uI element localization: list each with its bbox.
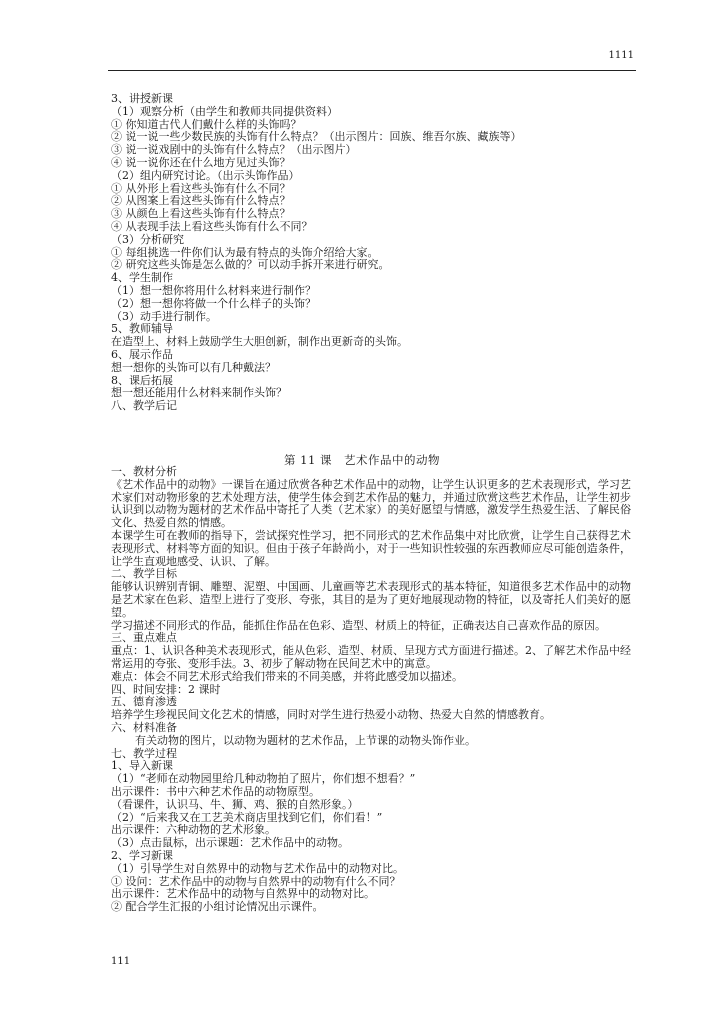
text-line: ③ 说一说戏剧中的头饰有什么特点？（出示图片） (111, 143, 357, 157)
text-line: （3）动手进行制作。 (111, 309, 217, 323)
lesson-plan-part2 (111, 466, 631, 914)
text-line: （1）引导学生对自然界中的动物与艺术作品中的动物对比。 (111, 861, 404, 875)
text-line: （看课件，认识马、牛、狮、鸡、猴的自然形象。） (111, 797, 359, 811)
text-line: （1）观察分析（由学生和教师共同提供资料） (111, 104, 338, 118)
text-line: 八、教学后记 (111, 399, 177, 413)
text-line: 8、课后拓展 (111, 373, 173, 387)
text-line: 6、展示作品 (111, 347, 173, 361)
section-heading: 七、教学过程 (111, 746, 177, 760)
text-line: 在造型上、材料上鼓励学生大胆创新，制作出更新奇的头饰。 (111, 335, 408, 349)
text-line: （2）想一想你将做一个什么样子的头饰？ (111, 296, 316, 310)
text-line: ② 从图案上看这些头饰有什么特点？ (111, 194, 291, 208)
text-line: ① 设问：艺术作品中的动物与自然界中的动物有什么不同？ (111, 874, 401, 888)
section-heading: 一、教材分析 (111, 465, 177, 478)
text-line: ① 每组挑选一件你们认为最有特点的头饰介绍给大家。 (111, 245, 379, 259)
text-line: 想一想你的头饰可以有几种戴法？ (111, 360, 276, 374)
text-line: （3）分析研究 (111, 232, 184, 246)
text-line: （1）“老师在动物园里给几种动物拍了照片，你们想不想看？” (111, 772, 416, 786)
section-heading: 六、材料准备 (111, 720, 177, 734)
text-line: ④ 从表现手法上看这些头饰有什么不同？ (111, 219, 313, 233)
paragraph: 有关动物的图片，以动物为题材的艺术作品，上节课的动物头饰作业。 (135, 733, 476, 747)
text-line: ② 配合学生汇报的小组讨论情况出示课件。 (111, 900, 324, 914)
text-line: 5、教师辅导 (111, 322, 173, 336)
page-number-top: 1111 (608, 50, 634, 61)
text-line: （2）组内研究讨论。（出示头饰作品） (111, 168, 300, 182)
section-heading: 三、重点难点 (111, 631, 177, 645)
paragraph: 难点：体会不同艺术形式给我们带来的不同美感，并将此感受加以描述。 (111, 669, 463, 683)
paragraph: 能够认识辨别青铜、雕塑、泥塑、中国画、儿童画等艺术表现形式的基本特征，知道很多艺术作品中的动物是艺术家在色彩、造型上进行了变形、夸张，其目的是为了更好地展现动物的特征，以及寄托人们美好的愿望。 (111, 580, 631, 619)
text-line: （3）点击鼠标，出示课题：艺术作品中的动物。 (111, 836, 349, 850)
text-line: 出示课件：书中六种艺术作品的动物原型。 (111, 784, 320, 798)
section-heading: 四、时间安排：2 课时 (111, 682, 221, 696)
text-line: （1）想一想你将用什么材料来进行制作？ (111, 283, 316, 297)
text-line: 出示课件：六种动物的艺术形象。 (111, 823, 276, 837)
section-heading: 五、德育渗透 (111, 695, 177, 709)
header-rule (108, 70, 636, 71)
text-line: ④ 说一说你还在什么地方见过头饰？ (111, 155, 291, 169)
text-line: 1、导入新课 (111, 759, 173, 773)
text-line: 想一想还能用什么材料来制作头饰？ (111, 386, 287, 400)
paragraph: 《艺术作品中的动物》一课旨在通过欣赏各种艺术作品中的动物，让学生认识更多的艺术表现形式，学习艺术家们对动物形象的艺术处理方法，使学生体会到艺术作品的魅力，并通过欣赏这些艺术作品，让学生初步认识到以动物为题材的艺术作品中寄托了人类（艺术家）的美好愿望与情感，激发学生热爱生活、了解民俗文化、热爱自然的情感。 (111, 477, 631, 530)
text-line: ① 你知道古代人们戴什么样的头饰吗？ (111, 117, 302, 131)
text-line: 2、学习新课 (111, 848, 173, 862)
text-line: ② 研究这些头饰是怎么做的？可以动手拆开来进行研究。 (111, 258, 390, 272)
page-number-bottom: 111 (111, 956, 131, 967)
lesson-plan-part1 (111, 93, 631, 413)
text-line: （2）“后来我又在工艺美术商店里找到它们，你们看！” (111, 810, 383, 824)
section-heading: 二、教学目标 (111, 567, 177, 581)
text-line: ② 说一说一些少数民族的头饰有什么特点？（出示图片：回族、维吾尔族、藏族等） (111, 130, 522, 144)
text-line: ③ 从颜色上看这些头饰有什么特点？ (111, 207, 291, 221)
text-line: 4、学生制作 (111, 271, 173, 285)
text-line: ① 从外形上看这些头饰有什么不同？ (111, 181, 291, 195)
paragraph: 培养学生珍视民间文化艺术的情感，同时对学生进行热爱小动物、热爱大自然的情感教育。 (111, 708, 551, 722)
text-line: 出示课件：艺术作品中的动物与自然界中的动物对比。 (111, 887, 375, 901)
lesson-title: 第 11 课 艺术作品中的动物 (284, 453, 440, 467)
paragraph: 本课学生可在教师的指导下，尝试探究性学习，把不同形式的艺术作品集中对比欣赏，让学生自己获得艺术表现形式、材料等方面的知识。但由于孩子年龄尚小，对于一些知识性较强的东西教师应尽可能创造条件，让学生直观地感受、认识、了解。 (111, 528, 631, 568)
paragraph: 重点：1、认识各种美术表现形式，能从色彩、造型、材质、呈现方式方面进行描述。2、了解艺术作品中经常运用的夸张、变形手法。3、初步了解动物在民间艺术中的寓意。 (111, 644, 631, 670)
text-line: 3、讲授新课 (111, 92, 173, 105)
paragraph: 学习描述不同形式的作品，能抓住作品在色彩、造型、材质上的特征，正确表达自己喜欢作品的原因。 (111, 618, 606, 632)
